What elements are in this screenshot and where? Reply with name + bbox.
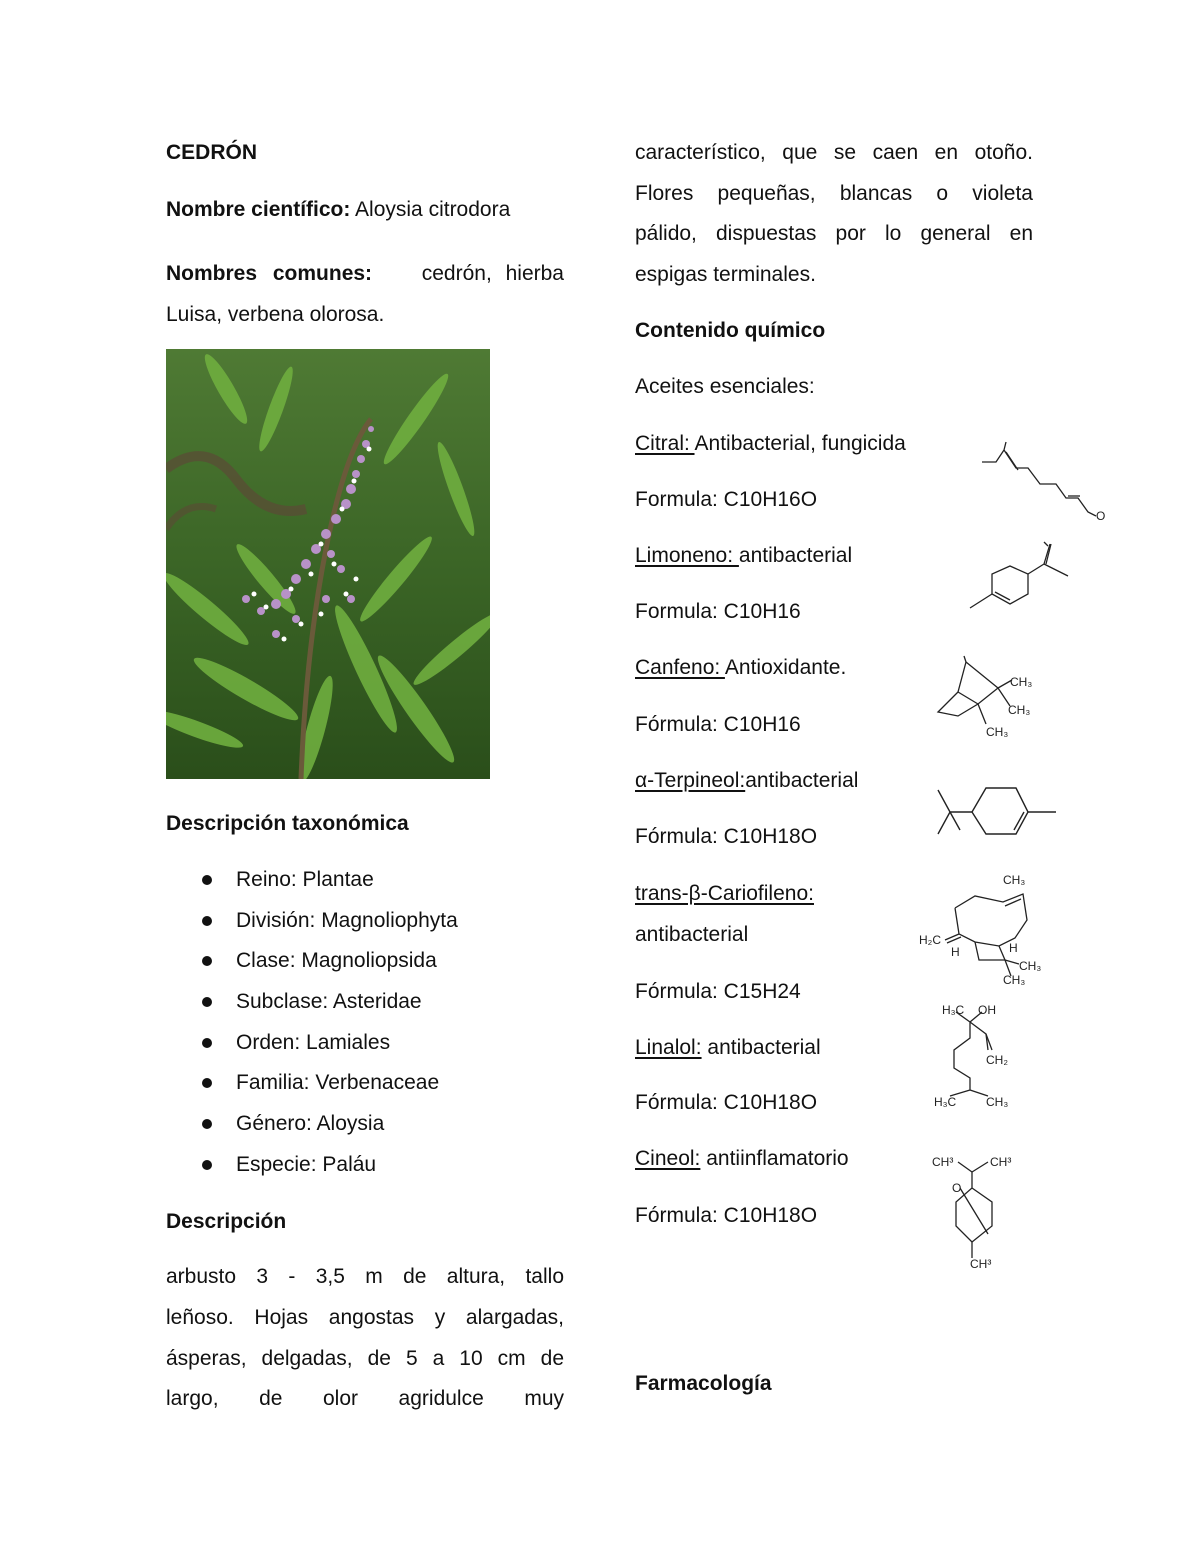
scientific-name: [166, 198, 510, 222]
compound-name: Limoneno:: [635, 544, 739, 567]
list-item: Clase: Magnoliopsida: [166, 947, 458, 988]
svg-text:CH³: CH³: [932, 1155, 954, 1169]
compound-action: antibacterial: [745, 769, 859, 792]
description-heading: Descripción: [166, 1210, 287, 1233]
compound-cariofileno: [635, 882, 814, 906]
list-item: Subclase: Asteridae: [166, 988, 458, 1029]
scientific-name-value: Aloysia citrodora: [350, 198, 511, 221]
cariofileno-structure-icon: [915, 872, 1055, 992]
plant-photo: [166, 349, 490, 779]
compound-name: trans-β-Cariofileno:: [635, 882, 814, 905]
compound-name: Linalol:: [635, 1036, 702, 1059]
linalol-structure-icon: [930, 998, 1030, 1118]
scientific-name-label: Nombre científico:: [166, 198, 351, 221]
chemistry-heading: Contenido químico: [635, 319, 826, 342]
list-item: Orden: Lamiales: [166, 1029, 458, 1070]
svg-text:H₃C: H₃C: [942, 1003, 965, 1017]
svg-text:H: H: [951, 945, 960, 959]
compound-action: antiinflamatorio: [700, 1147, 849, 1170]
svg-text:CH₃: CH₃: [1003, 873, 1026, 887]
svg-text:CH₃: CH₃: [1003, 973, 1026, 987]
compound-action: Antibacterial, fungicida: [694, 432, 906, 455]
bullet-icon: [202, 1119, 212, 1129]
compound-action: Antioxidante.: [724, 656, 847, 679]
bullet-icon: [202, 1078, 212, 1088]
compound-cineol: [635, 1147, 849, 1171]
list-item: Género: Aloysia: [166, 1110, 458, 1151]
compound-formula: Fórmula: C10H18O: [635, 1204, 818, 1227]
bullet-icon: [202, 956, 212, 966]
cineol-structure-icon: [930, 1148, 1030, 1278]
compound-action: antibacterial: [635, 923, 749, 946]
bullet-icon: [202, 1160, 212, 1170]
compound-formula: Fórmula: C10H18O: [635, 1091, 818, 1114]
description-line: leñoso. Hojas angostas y alargadas,: [166, 1305, 564, 1329]
bullet-icon: [202, 875, 212, 885]
bullet-icon: [202, 1038, 212, 1048]
chemistry-intro: Aceites esenciales:: [635, 375, 815, 398]
svg-text:H₂C: H₂C: [919, 933, 941, 947]
list-item: Especie: Paláu: [166, 1151, 458, 1192]
compound-formula: Formula: C10H16: [635, 600, 801, 623]
compound-action: antibacterial: [738, 544, 853, 567]
canfeno-structure-icon: [928, 652, 1040, 742]
common-names: [166, 254, 564, 335]
svg-text:OH: OH: [978, 1003, 996, 1017]
common-names-line1-text: cedrón, hierba: [421, 262, 564, 285]
bullet-icon: [202, 916, 212, 926]
bullet-icon: [202, 997, 212, 1007]
compound-linalol: [635, 1036, 821, 1060]
compound-formula: Fórmula: C10H16: [635, 713, 801, 736]
svg-text:CH₃: CH₃: [986, 1095, 1009, 1109]
svg-text:H₃C: H₃C: [934, 1095, 957, 1109]
compound-formula: Fórmula: C10H18O: [635, 825, 818, 848]
limoneno-structure-icon: [962, 536, 1074, 616]
compound-limoneno: [635, 544, 852, 568]
plant-photo-icon: [166, 349, 490, 779]
svg-text:CH³: CH³: [990, 1155, 1012, 1169]
compound-name: α-Terpineol:: [635, 769, 746, 792]
compound-name: Citral:: [635, 432, 695, 455]
description-line: largo, de olor agridulce muy: [166, 1387, 564, 1411]
compound-terpineol: [635, 769, 858, 793]
citral-structure-icon: [978, 440, 1113, 525]
svg-text:O: O: [952, 1181, 962, 1195]
list-item: Familia: Verbenaceae: [166, 1069, 458, 1110]
label: O: [1096, 509, 1106, 523]
taxonomy-list: [166, 866, 458, 1192]
compound-canfeno: [635, 656, 846, 680]
common-names-line2: Luisa, verbena olorosa.: [166, 302, 385, 326]
description-line: Flores pequeñas, blancas o violeta: [635, 181, 1033, 205]
page-title: CEDRÓN: [166, 141, 258, 164]
svg-text:H: H: [1009, 941, 1018, 955]
terpineol-structure-icon: [930, 780, 1060, 860]
compound-formula: Fórmula: C15H24: [635, 980, 801, 1003]
svg-text:CH₃: CH₃: [1019, 959, 1042, 973]
common-names-label: Nombres comunes:: [166, 262, 373, 285]
list-item: Reino: Plantae: [166, 866, 458, 907]
compound-formula: Formula: C10H16O: [635, 488, 818, 511]
description-body: [166, 1257, 564, 1420]
compound-action: antibacterial: [701, 1036, 821, 1059]
description-line: característico, que se caen en otoño.: [635, 141, 1033, 164]
svg-text:CH³: CH³: [970, 1257, 992, 1271]
svg-text:CH₃: CH₃: [986, 725, 1009, 739]
svg-text:CH₂: CH₂: [986, 1053, 1008, 1067]
taxonomy-heading: Descripción taxonómica: [166, 812, 409, 835]
list-item: División: Magnoliophyta: [166, 907, 458, 948]
description-line: arbusto 3 - 3,5 m de altura, tallo: [166, 1265, 564, 1288]
description-continued: [635, 133, 1033, 295]
compound-citral: [635, 432, 906, 456]
svg-text:CH₃: CH₃: [1010, 675, 1033, 689]
description-line: ásperas, delgadas, de 5 a 10 cm de: [166, 1346, 564, 1370]
common-names-line1: [166, 254, 564, 295]
description-line: espigas terminales.: [635, 262, 816, 286]
svg-text:CH₃: CH₃: [1008, 703, 1031, 717]
pharmacology-heading: Farmacología: [635, 1372, 772, 1395]
compound-name: Cineol:: [635, 1147, 701, 1170]
description-line: pálido, dispuestas por lo general en: [635, 222, 1033, 245]
compound-name: Canfeno:: [635, 656, 725, 679]
